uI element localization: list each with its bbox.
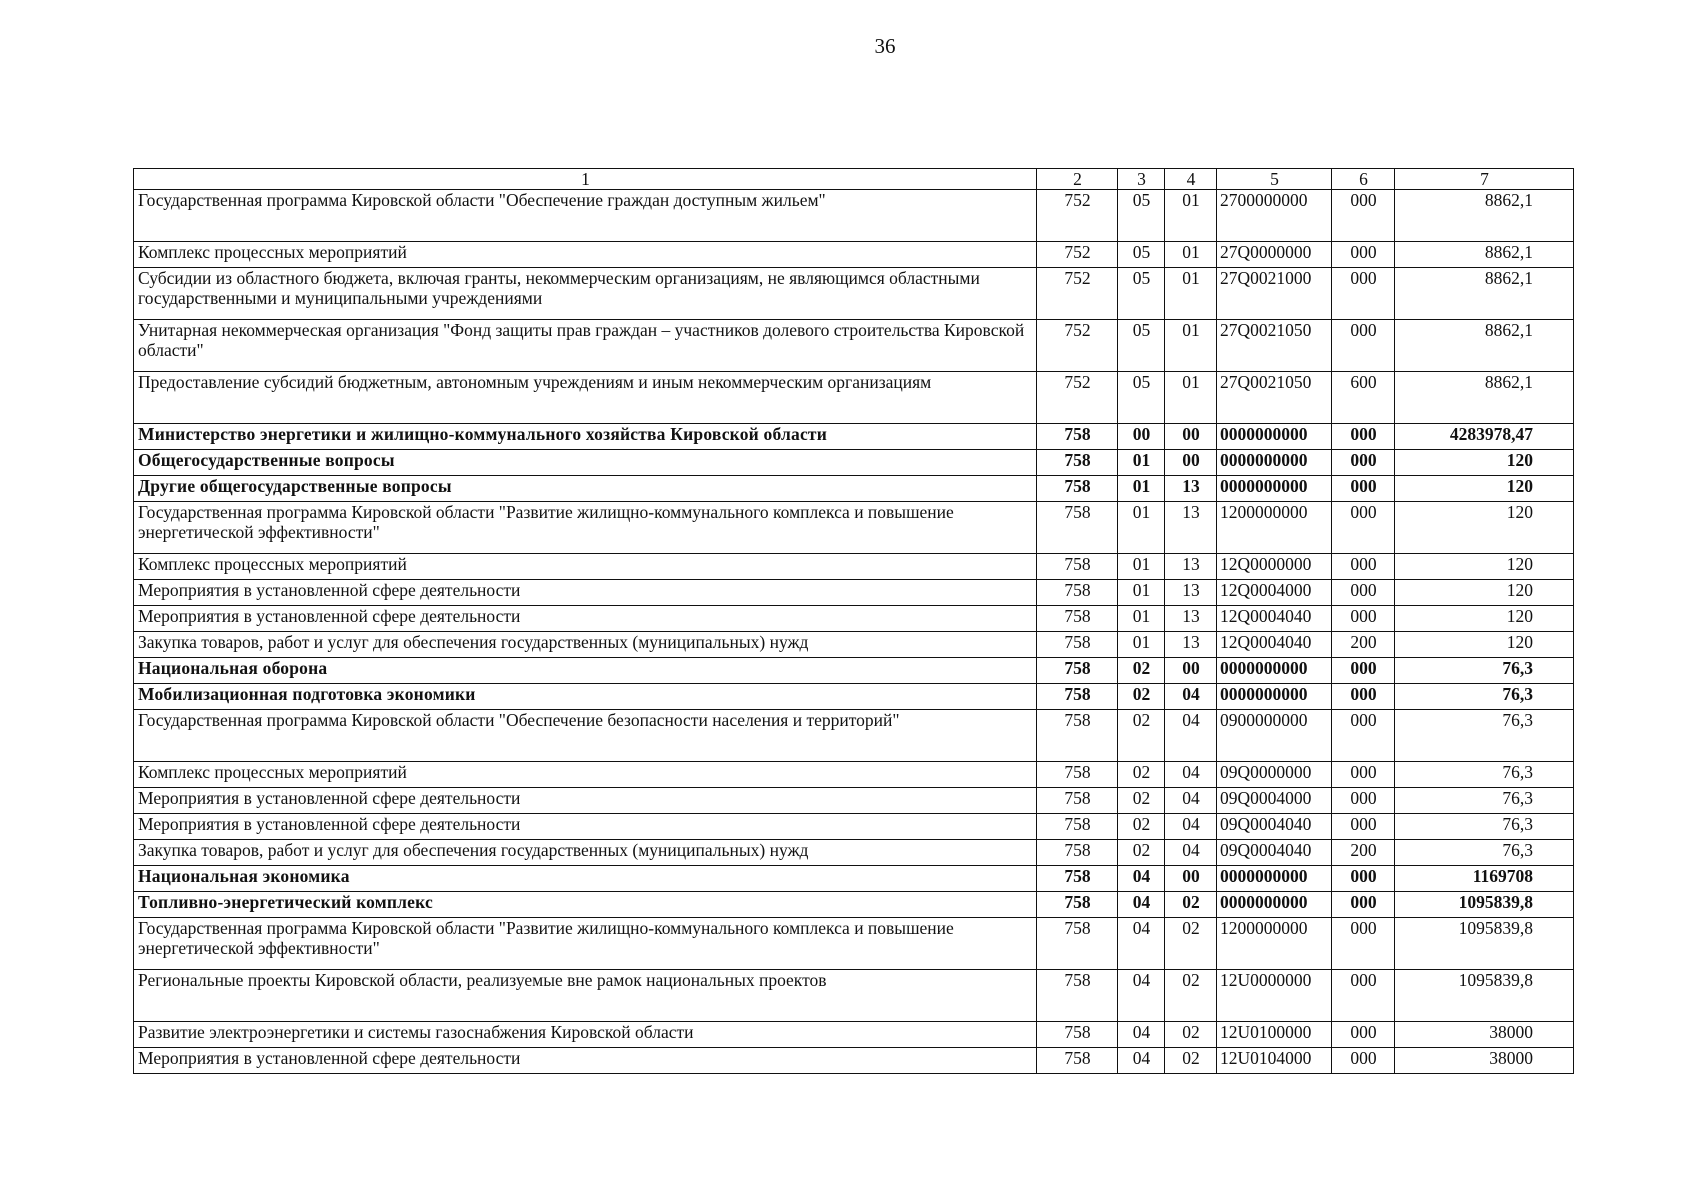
subsection-cell: 04 [1165,814,1217,840]
section-cell: 01 [1118,632,1165,658]
section-cell: 01 [1118,606,1165,632]
expense-type-cell: 000 [1332,788,1395,814]
amount-cell: 76,3 [1395,814,1574,840]
section-cell: 04 [1118,892,1165,918]
admin-code-cell: 758 [1037,554,1118,580]
amount-cell: 8862,1 [1395,372,1574,424]
item-name-cell: Государственная программа Кировской области "Обеспечение безопасности населения и территорий" [134,710,1037,762]
page-number: 36 [874,34,896,58]
item-name-cell: Мероприятия в установленной сфере деятельности [134,580,1037,606]
subsection-cell: 02 [1165,970,1217,1022]
item-name-cell: Общегосударственные вопросы [134,450,1037,476]
amount-cell: 1095839,8 [1395,970,1574,1022]
table-row [134,1048,1574,1074]
subsection-cell: 13 [1165,554,1217,580]
table-row [134,554,1574,580]
section-cell: 01 [1118,476,1165,502]
admin-code-cell: 758 [1037,814,1118,840]
table-row [134,242,1574,268]
header-cell: 7 [1395,169,1574,190]
table-row [134,788,1574,814]
amount-cell: 1095839,8 [1395,918,1574,970]
subsection-cell: 01 [1165,372,1217,424]
amount-cell: 76,3 [1395,840,1574,866]
target-article-cell: 0000000000 [1217,866,1332,892]
expense-type-cell: 000 [1332,866,1395,892]
expense-type-cell: 000 [1332,658,1395,684]
amount-cell: 8862,1 [1395,190,1574,242]
expense-type-cell: 000 [1332,268,1395,320]
amount-cell: 76,3 [1395,788,1574,814]
amount-cell: 120 [1395,476,1574,502]
section-cell: 02 [1118,788,1165,814]
target-article-cell: 0000000000 [1217,424,1332,450]
section-cell: 04 [1118,970,1165,1022]
table-row [134,684,1574,710]
subsection-cell: 02 [1165,1048,1217,1074]
expense-type-cell: 000 [1332,762,1395,788]
expense-type-cell: 000 [1332,606,1395,632]
subsection-cell: 13 [1165,632,1217,658]
admin-code-cell: 758 [1037,918,1118,970]
section-cell: 00 [1118,424,1165,450]
admin-code-cell: 758 [1037,892,1118,918]
subsection-cell: 04 [1165,684,1217,710]
section-cell: 04 [1118,918,1165,970]
amount-cell: 8862,1 [1395,320,1574,372]
expense-type-cell: 000 [1332,502,1395,554]
section-cell: 02 [1118,710,1165,762]
item-name-cell: Развитие электроэнергетики и системы газоснабжения Кировской области [134,1022,1037,1048]
amount-cell: 120 [1395,606,1574,632]
section-cell: 01 [1118,502,1165,554]
subsection-cell: 02 [1165,1022,1217,1048]
target-article-cell: 12Q0004040 [1217,606,1332,632]
expense-type-cell: 000 [1332,580,1395,606]
admin-code-cell: 758 [1037,658,1118,684]
section-cell: 02 [1118,762,1165,788]
admin-code-cell: 758 [1037,606,1118,632]
expense-type-cell: 000 [1332,242,1395,268]
target-article-cell: 12U0000000 [1217,970,1332,1022]
table-row [134,840,1574,866]
section-cell: 05 [1118,320,1165,372]
expense-type-cell: 000 [1332,1048,1395,1074]
section-cell: 02 [1118,840,1165,866]
item-name-cell: Национальная экономика [134,866,1037,892]
subsection-cell: 13 [1165,476,1217,502]
admin-code-cell: 752 [1037,372,1118,424]
section-cell: 05 [1118,372,1165,424]
item-name-cell: Мероприятия в установленной сфере деятельности [134,788,1037,814]
item-name-cell: Комплекс процессных мероприятий [134,762,1037,788]
target-article-cell: 27Q0021050 [1217,372,1332,424]
admin-code-cell: 752 [1037,268,1118,320]
amount-cell: 38000 [1395,1048,1574,1074]
table-row [134,710,1574,762]
admin-code-cell: 758 [1037,424,1118,450]
item-name-cell: Национальная оборона [134,658,1037,684]
table-row [134,892,1574,918]
expense-type-cell: 600 [1332,372,1395,424]
target-article-cell: 12U0104000 [1217,1048,1332,1074]
item-name-cell: Мобилизационная подготовка экономики [134,684,1037,710]
target-article-cell: 12Q0004000 [1217,580,1332,606]
target-article-cell: 09Q0000000 [1217,762,1332,788]
expense-type-cell: 000 [1332,710,1395,762]
target-article-cell: 12Q0000000 [1217,554,1332,580]
table-row [134,372,1574,424]
amount-cell: 1169708 [1395,866,1574,892]
table-row [134,814,1574,840]
admin-code-cell: 758 [1037,788,1118,814]
expense-type-cell: 000 [1332,554,1395,580]
section-cell: 05 [1118,268,1165,320]
target-article-cell: 27Q0021050 [1217,320,1332,372]
header-cell: 1 [134,169,1037,190]
item-name-cell: Закупка товаров, работ и услуг для обеспечения государственных (муниципальных) нужд [134,840,1037,866]
item-name-cell: Комплекс процессных мероприятий [134,242,1037,268]
target-article-cell: 0000000000 [1217,684,1332,710]
table-row [134,476,1574,502]
subsection-cell: 00 [1165,658,1217,684]
subsection-cell: 01 [1165,190,1217,242]
table-row [134,866,1574,892]
admin-code-cell: 752 [1037,190,1118,242]
table-row [134,190,1574,242]
amount-cell: 120 [1395,632,1574,658]
subsection-cell: 00 [1165,866,1217,892]
expense-type-cell: 000 [1332,320,1395,372]
admin-code-cell: 758 [1037,450,1118,476]
table-row [134,580,1574,606]
subsection-cell: 04 [1165,840,1217,866]
target-article-cell: 0000000000 [1217,476,1332,502]
subsection-cell: 00 [1165,450,1217,476]
item-name-cell: Субсидии из областного бюджета, включая гранты, некоммерческим организациям, не являющимся областными государственными и муниципальными учреждениями [134,268,1037,320]
subsection-cell: 01 [1165,320,1217,372]
section-cell: 02 [1118,684,1165,710]
target-article-cell: 0000000000 [1217,658,1332,684]
target-article-cell: 12U0100000 [1217,1022,1332,1048]
section-cell: 01 [1118,580,1165,606]
expense-type-cell: 000 [1332,1022,1395,1048]
target-article-cell: 27Q0021000 [1217,268,1332,320]
subsection-cell: 02 [1165,918,1217,970]
admin-code-cell: 758 [1037,632,1118,658]
table-row [134,320,1574,372]
subsection-cell: 00 [1165,424,1217,450]
target-article-cell: 09Q0004040 [1217,814,1332,840]
amount-cell: 1095839,8 [1395,892,1574,918]
target-article-cell: 0900000000 [1217,710,1332,762]
table-row [134,502,1574,554]
header-cell: 6 [1332,169,1395,190]
admin-code-cell: 758 [1037,502,1118,554]
expense-type-cell: 200 [1332,632,1395,658]
admin-code-cell: 758 [1037,1022,1118,1048]
expense-type-cell: 000 [1332,476,1395,502]
header-cell: 4 [1165,169,1217,190]
budget-table [133,168,1574,1074]
target-article-cell: 12Q0004040 [1217,632,1332,658]
header-cell: 2 [1037,169,1118,190]
subsection-cell: 01 [1165,268,1217,320]
admin-code-cell: 752 [1037,320,1118,372]
target-article-cell: 1200000000 [1217,502,1332,554]
subsection-cell: 13 [1165,502,1217,554]
expense-type-cell: 000 [1332,970,1395,1022]
subsection-cell: 04 [1165,788,1217,814]
section-cell: 02 [1118,814,1165,840]
section-cell: 05 [1118,242,1165,268]
expense-type-cell: 000 [1332,814,1395,840]
target-article-cell: 2700000000 [1217,190,1332,242]
subsection-cell: 01 [1165,242,1217,268]
table-row [134,424,1574,450]
item-name-cell: Государственная программа Кировской области "Развитие жилищно-коммунального комплекса и повышение энергетической эффективности" [134,918,1037,970]
table-row [134,606,1574,632]
item-name-cell: Мероприятия в установленной сфере деятельности [134,606,1037,632]
section-cell: 01 [1118,554,1165,580]
expense-type-cell: 000 [1332,424,1395,450]
admin-code-cell: 758 [1037,710,1118,762]
subsection-cell: 13 [1165,580,1217,606]
target-article-cell: 0000000000 [1217,892,1332,918]
amount-cell: 76,3 [1395,710,1574,762]
subsection-cell: 13 [1165,606,1217,632]
section-cell: 02 [1118,658,1165,684]
table-row [134,658,1574,684]
admin-code-cell: 752 [1037,242,1118,268]
admin-code-cell: 758 [1037,866,1118,892]
table-row [134,1022,1574,1048]
subsection-cell: 04 [1165,762,1217,788]
expense-type-cell: 000 [1332,918,1395,970]
table-row [134,632,1574,658]
admin-code-cell: 758 [1037,476,1118,502]
target-article-cell: 09Q0004000 [1217,788,1332,814]
section-cell: 05 [1118,190,1165,242]
table-row [134,970,1574,1022]
amount-cell: 8862,1 [1395,268,1574,320]
admin-code-cell: 758 [1037,1048,1118,1074]
item-name-cell: Топливно-энергетический комплекс [134,892,1037,918]
amount-cell: 8862,1 [1395,242,1574,268]
item-name-cell: Закупка товаров, работ и услуг для обеспечения государственных (муниципальных) нужд [134,632,1037,658]
expense-type-cell: 000 [1332,684,1395,710]
target-article-cell: 1200000000 [1217,918,1332,970]
admin-code-cell: 758 [1037,840,1118,866]
admin-code-cell: 758 [1037,970,1118,1022]
item-name-cell: Мероприятия в установленной сфере деятельности [134,814,1037,840]
amount-cell: 76,3 [1395,658,1574,684]
item-name-cell: Государственная программа Кировской области "Обеспечение граждан доступным жильем" [134,190,1037,242]
item-name-cell: Другие общегосударственные вопросы [134,476,1037,502]
target-article-cell: 09Q0004040 [1217,840,1332,866]
item-name-cell: Министерство энергетики и жилищно-коммунального хозяйства Кировской области [134,424,1037,450]
header-cell: 3 [1118,169,1165,190]
amount-cell: 120 [1395,450,1574,476]
item-name-cell: Государственная программа Кировской области "Развитие жилищно-коммунального комплекса и повышение энергетической эффективности" [134,502,1037,554]
amount-cell: 120 [1395,580,1574,606]
admin-code-cell: 758 [1037,762,1118,788]
expense-type-cell: 000 [1332,892,1395,918]
item-name-cell: Комплекс процессных мероприятий [134,554,1037,580]
header-cell: 5 [1217,169,1332,190]
amount-cell: 76,3 [1395,762,1574,788]
admin-code-cell: 758 [1037,580,1118,606]
table-row [134,450,1574,476]
table-row [134,918,1574,970]
amount-cell: 120 [1395,502,1574,554]
amount-cell: 120 [1395,554,1574,580]
subsection-cell: 02 [1165,892,1217,918]
section-cell: 04 [1118,1048,1165,1074]
table-row [134,268,1574,320]
expense-type-cell: 000 [1332,450,1395,476]
section-cell: 04 [1118,866,1165,892]
admin-code-cell: 758 [1037,684,1118,710]
subsection-cell: 04 [1165,710,1217,762]
target-article-cell: 0000000000 [1217,450,1332,476]
amount-cell: 4283978,47 [1395,424,1574,450]
target-article-cell: 27Q0000000 [1217,242,1332,268]
section-cell: 01 [1118,450,1165,476]
item-name-cell: Предоставление субсидий бюджетным, автономным учреждениям и иным некоммерческим организациям [134,372,1037,424]
header-row [134,169,1574,190]
section-cell: 04 [1118,1022,1165,1048]
amount-cell: 38000 [1395,1022,1574,1048]
item-name-cell: Мероприятия в установленной сфере деятельности [134,1048,1037,1074]
expense-type-cell: 200 [1332,840,1395,866]
item-name-cell: Унитарная некоммерческая организация "Фонд защиты прав граждан – участников долевого строительства Кировской области" [134,320,1037,372]
amount-cell: 76,3 [1395,684,1574,710]
item-name-cell: Региональные проекты Кировской области, реализуемые вне рамок национальных проектов [134,970,1037,1022]
expense-type-cell: 000 [1332,190,1395,242]
table-row [134,762,1574,788]
